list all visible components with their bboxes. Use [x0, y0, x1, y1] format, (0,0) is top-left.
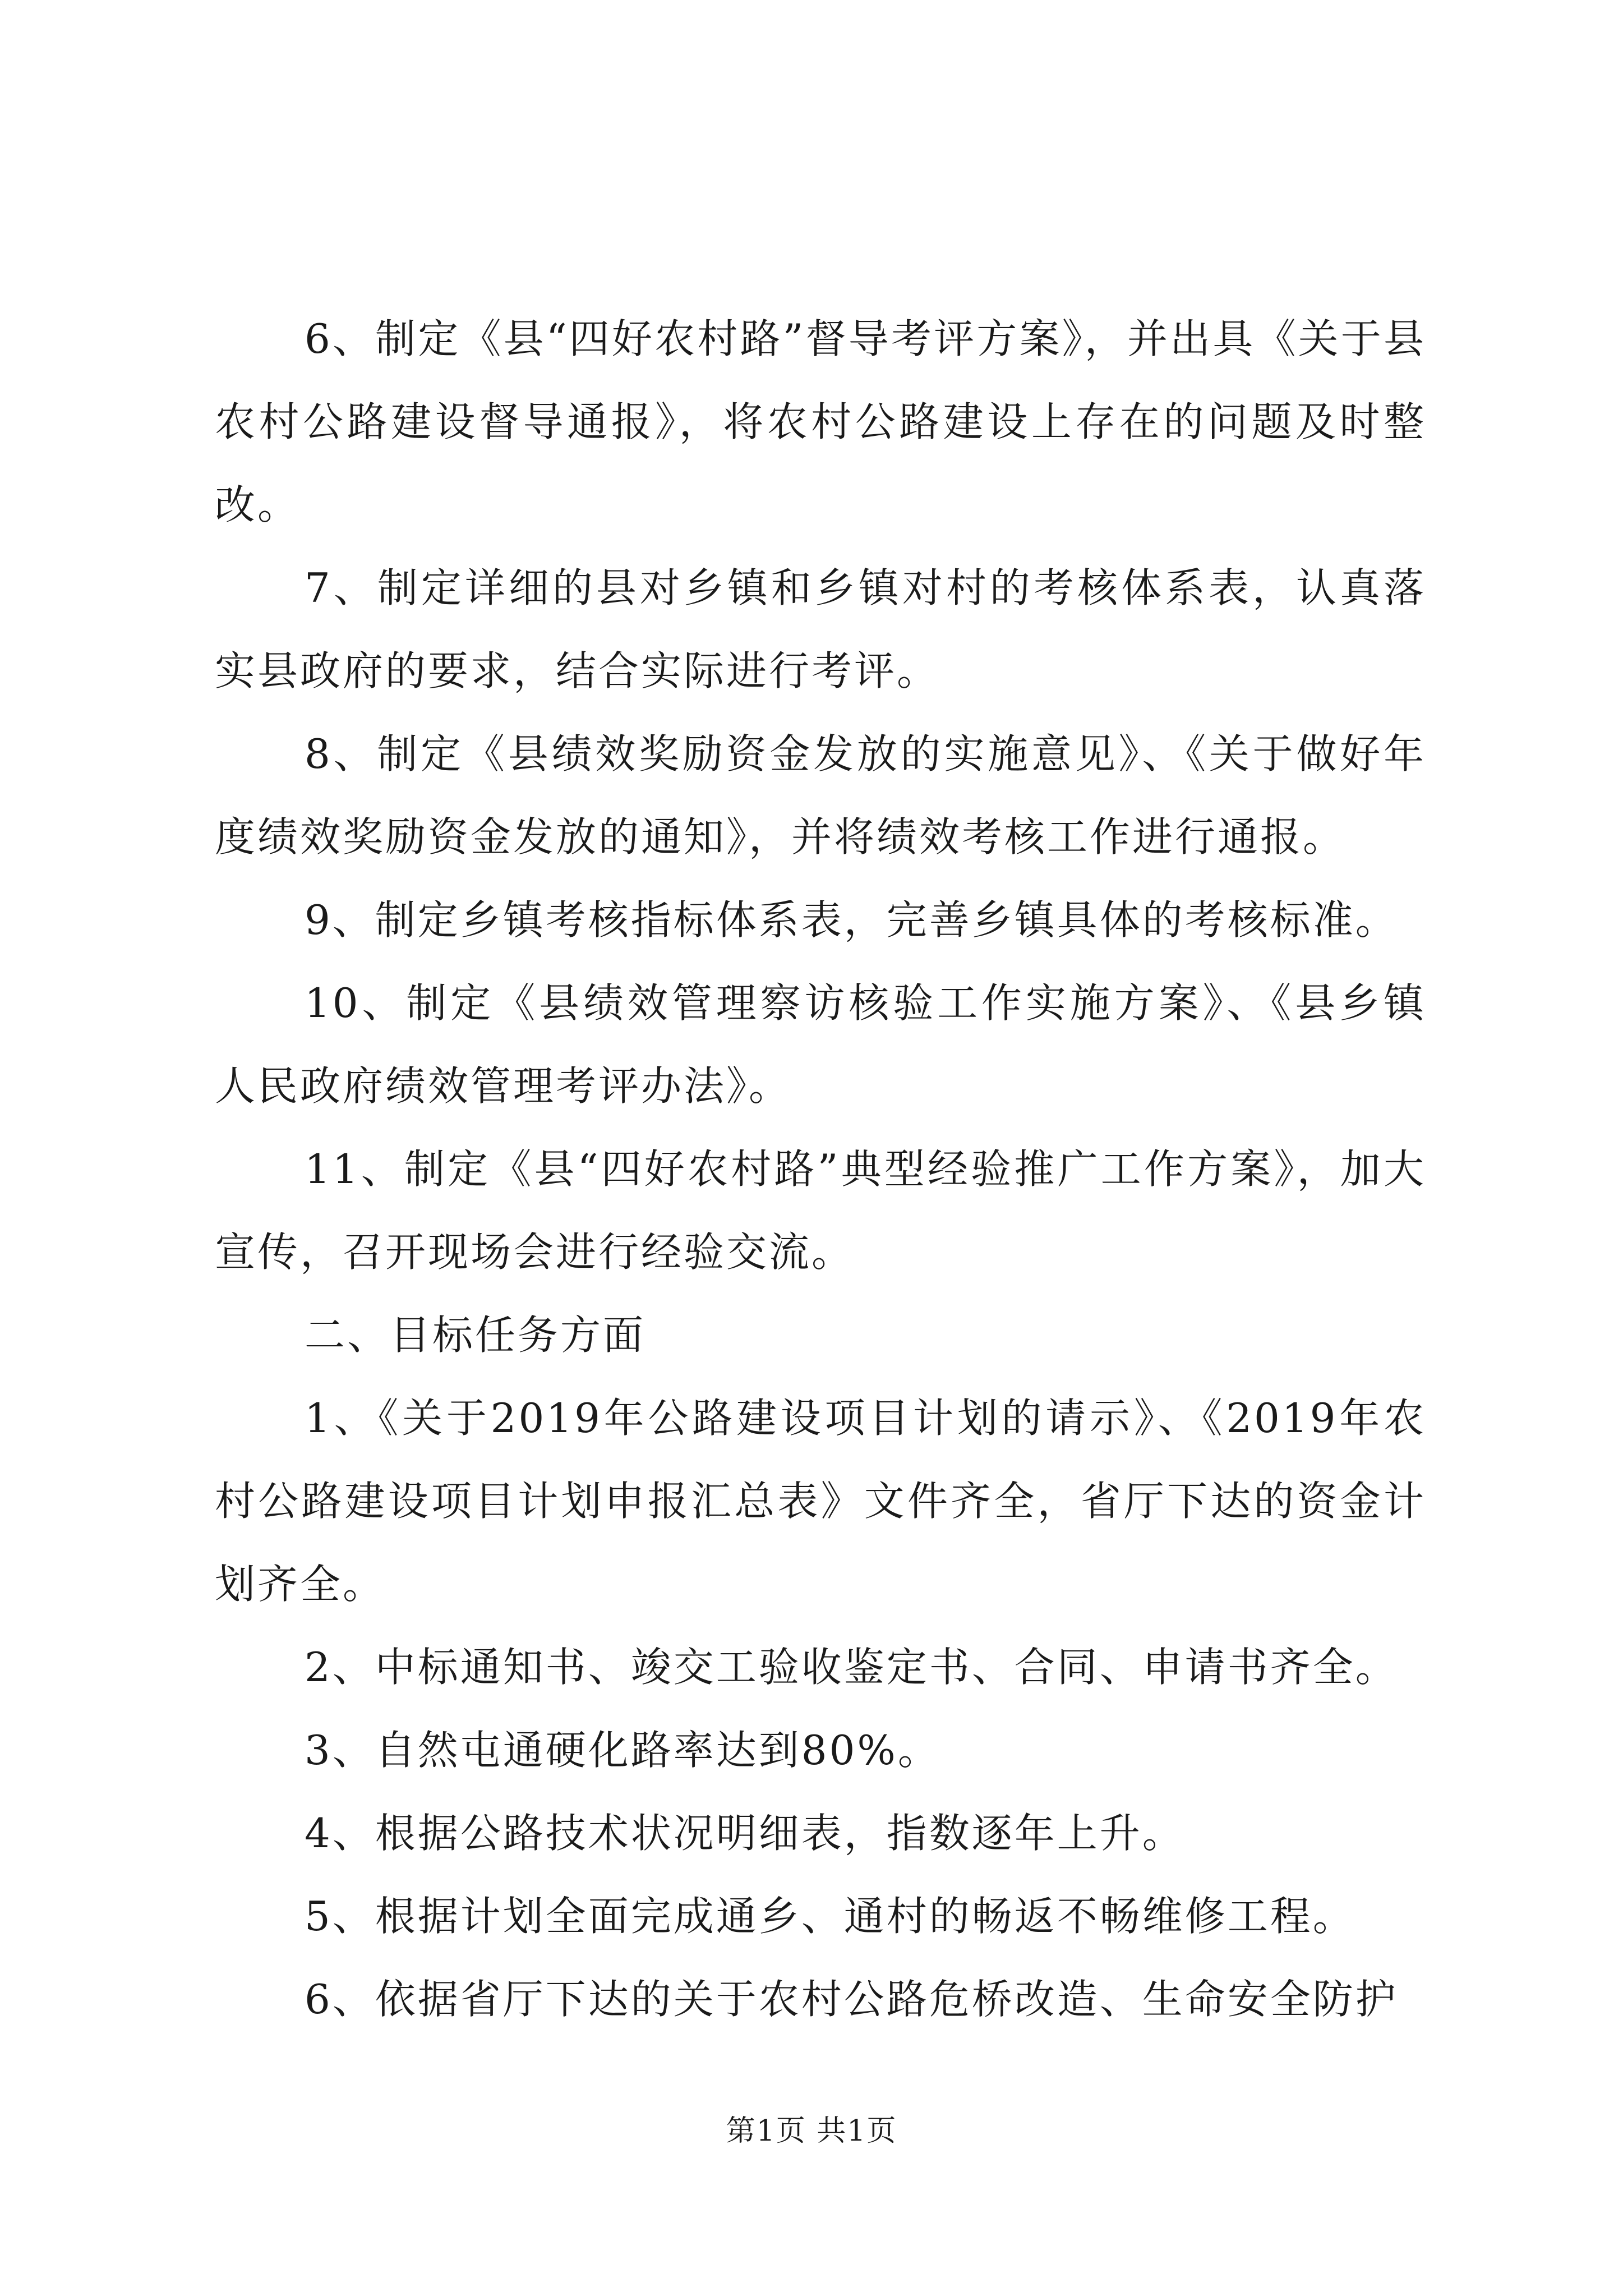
- paragraph-item-8-incentive-funds: 8、制定《县绩效奖励资金发放的实施意见》、《关于做好年度绩效奖励资金发放的通知》，并将绩效考核工作进行通报。: [215, 730, 1426, 861]
- page-footer: 第1页 共1页: [726, 2114, 897, 2148]
- paragraph-target-2-documents: 2、中标通知书、竣交工验收鉴定书、合同、申请书齐全。: [305, 1644, 1398, 1691]
- paragraph-target-1-project-plan: 1、《关于2019年公路建设项目计划的请示》、《2019年农村公路建设项目计划申报汇总表》文件齐全，省厅下达的资金计划齐全。: [215, 1395, 1426, 1608]
- paragraph-target-5-maintenance: 5、根据计划全面完成通乡、通村的畅返不畅维修工程。: [305, 1893, 1355, 1940]
- paragraph-item-6-supervision: 6、制定《县“四好农村路”督导考评方案》，并出具《关于县农村公路建设督导通报》，将农村公路建设上存在的问题及时整改。: [215, 315, 1426, 528]
- section-heading-targets: 二、目标任务方面: [305, 1312, 646, 1359]
- paragraph-item-9-township-indicators: 9、制定乡镇考核指标体系表，完善乡镇具体的考核标准。: [305, 896, 1398, 944]
- paragraph-target-3-hardened-road-rate: 3、自然屯通硬化路率达到80%。: [305, 1727, 940, 1774]
- paragraph-item-7-assessment-system: 7、制定详细的县对乡镇和乡镇对村的考核体系表，认真落实县政府的要求，结合实际进行考评。: [215, 564, 1426, 694]
- paragraph-target-6-bridge-safety: 6、依据省厅下达的关于农村公路危桥改造、生命安全防护: [305, 1976, 1398, 2023]
- document-body: [215, 297, 1426, 2041]
- paragraph-target-4-technical-status: 4、根据公路技术状况明细表，指数逐年上升。: [305, 1810, 1185, 1857]
- paragraph-item-11-experience-promotion: 11、制定《县“四好农村路”典型经验推广工作方案》，加大宣传，召开现场会进行经验交流。: [215, 1145, 1426, 1276]
- paragraph-item-10-performance-management: 10、制定《县绩效管理察访核验工作实施方案》、《县乡镇人民政府绩效管理考评办法》。: [215, 979, 1426, 1110]
